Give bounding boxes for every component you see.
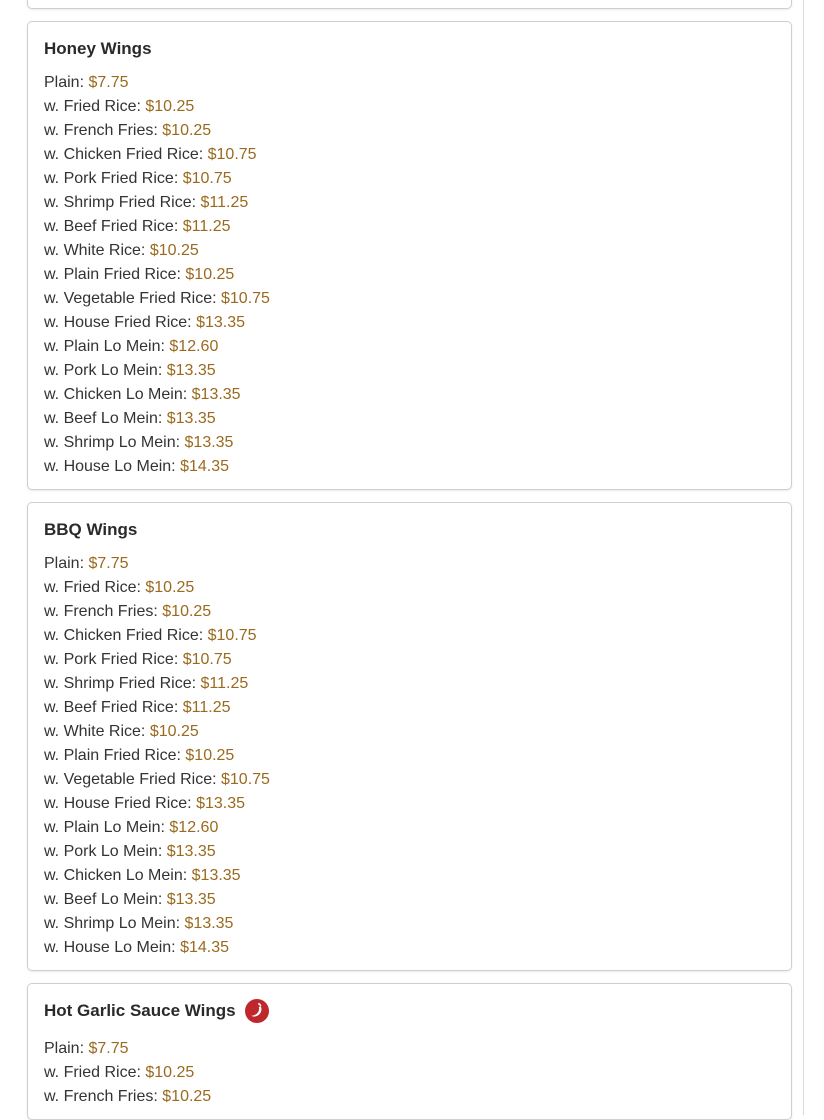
price-list — [44, 541, 775, 970]
section-title — [44, 22, 775, 60]
section-title-text: Hot Garlic Sauce Wings — [44, 1001, 236, 1020]
item-price: $10.75 — [207, 627, 257, 644]
item-price: $13.35 — [166, 891, 216, 908]
item-price: $13.35 — [196, 795, 245, 812]
item-price: $10.75 — [182, 170, 232, 187]
item-price: $14.35 — [180, 458, 230, 475]
item-label: w. Fried Rice: — [44, 1064, 141, 1081]
menu-section-hot-garlic-sauce-wings — [27, 983, 792, 1120]
item-price: $10.25 — [162, 603, 212, 620]
item-label: w. White Rice: — [44, 723, 146, 740]
item-price: $10.75 — [221, 290, 270, 307]
price-item — [44, 407, 775, 431]
item-label: w. Beef Fried Rice: — [44, 699, 179, 716]
item-label: w. Chicken Fried Rice: — [44, 627, 204, 644]
item-price: $10.25 — [145, 98, 195, 115]
price-item — [44, 1037, 775, 1061]
item-label: Plain: — [44, 1040, 85, 1057]
item-price: $10.25 — [145, 1064, 195, 1081]
price-list — [44, 1022, 775, 1119]
item-label: w. House Lo Mein: — [44, 458, 176, 475]
price-item — [44, 720, 775, 744]
item-label: w. House Lo Mein: — [44, 939, 176, 956]
item-price: $11.25 — [182, 699, 231, 716]
price-item — [44, 383, 775, 407]
price-item — [44, 672, 775, 696]
price-item — [44, 744, 775, 768]
item-label: w. Beef Lo Mein: — [44, 410, 163, 427]
item-price: $13.35 — [191, 867, 241, 884]
price-item — [44, 239, 775, 263]
item-label: w. Beef Lo Mein: — [44, 891, 163, 908]
item-label: w. Chicken Lo Mein: — [44, 867, 188, 884]
item-label: w. House Fried Rice: — [44, 314, 192, 331]
item-price: $13.35 — [196, 314, 245, 331]
item-label: w. Shrimp Lo Mein: — [44, 915, 181, 932]
section-title-text: BBQ Wings — [44, 520, 138, 539]
item-label: w. Plain Fried Rice: — [44, 266, 181, 283]
spicy-pepper-icon — [245, 999, 269, 1023]
item-label: w. French Fries: — [44, 1088, 158, 1105]
price-item — [44, 191, 775, 215]
price-item — [44, 215, 775, 239]
item-price: $7.75 — [88, 1040, 129, 1057]
price-item — [44, 143, 775, 167]
item-label: w. Plain Fried Rice: — [44, 747, 181, 764]
price-item — [44, 431, 775, 455]
item-label: w. Fried Rice: — [44, 579, 141, 596]
item-label: w. Beef Fried Rice: — [44, 218, 179, 235]
item-price: $13.35 — [166, 362, 216, 379]
price-item — [44, 768, 775, 792]
item-label: w. Chicken Lo Mein: — [44, 386, 188, 403]
item-price: $14.35 — [180, 939, 230, 956]
price-item — [44, 624, 775, 648]
item-price: $7.75 — [88, 555, 129, 572]
item-label: w. Shrimp Lo Mein: — [44, 434, 181, 451]
price-item — [44, 648, 775, 672]
item-price: $10.25 — [149, 723, 199, 740]
item-label: w. Plain Lo Mein: — [44, 819, 165, 836]
menu-section-card-previous — [27, 0, 792, 9]
item-price: $11.25 — [182, 218, 231, 235]
item-price: $10.25 — [145, 579, 195, 596]
item-price: $13.35 — [191, 386, 241, 403]
price-item — [44, 816, 775, 840]
price-item — [44, 936, 775, 960]
item-label: w. Fried Rice: — [44, 98, 141, 115]
item-label: w. Shrimp Fried Rice: — [44, 194, 197, 211]
section-title — [44, 984, 775, 1022]
item-price: $10.25 — [162, 1088, 212, 1105]
item-price: $10.25 — [185, 747, 235, 764]
price-item — [44, 287, 775, 311]
item-label: w. French Fries: — [44, 603, 158, 620]
item-price: $10.75 — [182, 651, 232, 668]
item-price: $13.35 — [184, 915, 234, 932]
item-price: $12.60 — [169, 338, 219, 355]
item-label: w. House Fried Rice: — [44, 795, 192, 812]
item-label: w. Vegetable Fried Rice: — [44, 771, 217, 788]
price-item — [44, 119, 775, 143]
price-item — [44, 600, 775, 624]
price-item — [44, 888, 775, 912]
item-label: w. White Rice: — [44, 242, 146, 259]
price-item — [44, 263, 775, 287]
price-item — [44, 359, 775, 383]
section-title — [44, 503, 775, 541]
item-price: $12.60 — [169, 819, 219, 836]
price-item — [44, 792, 775, 816]
item-price: $10.75 — [221, 771, 270, 788]
price-item — [44, 71, 775, 95]
item-price: $10.25 — [149, 242, 199, 259]
price-item — [44, 455, 775, 479]
item-label: w. Plain Lo Mein: — [44, 338, 165, 355]
price-item — [44, 167, 775, 191]
price-item — [44, 1085, 775, 1109]
item-label: w. Shrimp Fried Rice: — [44, 675, 197, 692]
item-price: $13.35 — [166, 410, 216, 427]
item-price: $11.25 — [200, 675, 249, 692]
item-price: $13.35 — [184, 434, 234, 451]
item-price: $13.35 — [166, 843, 216, 860]
item-price: $7.75 — [88, 74, 129, 91]
page-edge-divider — [803, 0, 804, 1115]
item-price: $10.75 — [207, 146, 257, 163]
price-item — [44, 552, 775, 576]
item-price: $10.25 — [162, 122, 212, 139]
menu-section-honey-wings — [27, 21, 792, 490]
item-price: $11.25 — [200, 194, 249, 211]
menu-section-bbq-wings — [27, 502, 792, 971]
item-label: w. Pork Fried Rice: — [44, 170, 179, 187]
price-item — [44, 696, 775, 720]
price-item — [44, 576, 775, 600]
price-item — [44, 864, 775, 888]
price-item — [44, 1061, 775, 1085]
item-label: Plain: — [44, 74, 85, 91]
item-label: w. Pork Lo Mein: — [44, 362, 163, 379]
item-label: w. French Fries: — [44, 122, 158, 139]
item-label: w. Pork Fried Rice: — [44, 651, 179, 668]
price-item — [44, 912, 775, 936]
price-item — [44, 840, 775, 864]
item-label: w. Pork Lo Mein: — [44, 843, 163, 860]
price-item — [44, 311, 775, 335]
price-item — [44, 95, 775, 119]
item-label: w. Chicken Fried Rice: — [44, 146, 204, 163]
section-title-text: Honey Wings — [44, 39, 152, 58]
item-label: w. Vegetable Fried Rice: — [44, 290, 217, 307]
price-item — [44, 335, 775, 359]
menu-scroll-area[interactable] — [27, 0, 792, 1120]
price-list — [44, 60, 775, 489]
item-label: Plain: — [44, 555, 85, 572]
item-price: $10.25 — [185, 266, 235, 283]
